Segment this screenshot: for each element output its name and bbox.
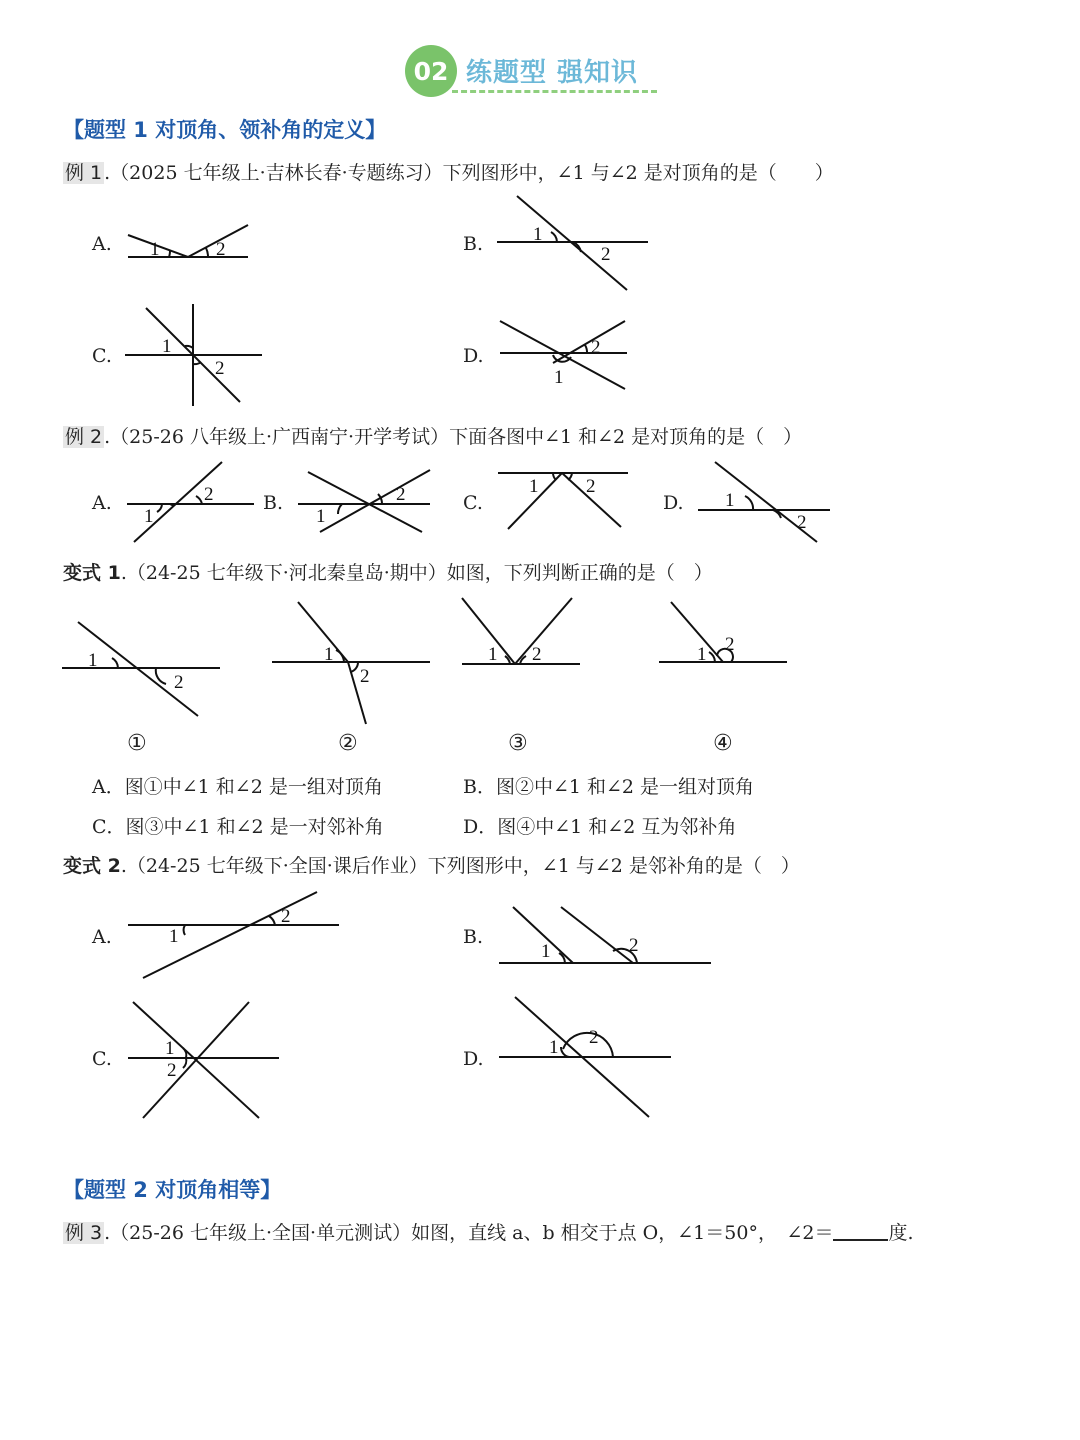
q2-figure-a-diagram <box>122 458 262 548</box>
q2-option-c: C. <box>463 492 483 514</box>
v1-choice-a: A．图①中∠1 和∠2 是一组对顶角 <box>92 776 383 798</box>
q2-figure-c <box>495 465 635 539</box>
v1-figure-2-label: ② <box>338 731 358 756</box>
svg-text:2: 2 <box>589 1027 599 1048</box>
svg-text:2: 2 <box>797 512 807 533</box>
v1-figure-1-diagram <box>60 616 225 721</box>
svg-text:2: 2 <box>601 244 611 265</box>
svg-text:2: 2 <box>167 1060 177 1081</box>
type2-heading: 【题型 2 对顶角相等】 <box>63 1178 282 1202</box>
q1-figure-a-diagram <box>120 215 260 265</box>
q2-figure-b <box>290 462 435 541</box>
q2-figure-a <box>122 458 262 552</box>
v1-figure-2-diagram <box>270 598 435 728</box>
svg-text:2: 2 <box>725 634 735 655</box>
section-number-badge: 02 <box>405 45 457 97</box>
title-underline <box>452 90 657 93</box>
svg-text:2: 2 <box>360 666 370 687</box>
svg-text:1: 1 <box>165 1038 175 1059</box>
v2-figure-d <box>497 993 677 1127</box>
q1-option-d: D. <box>463 345 484 367</box>
q2-figure-d <box>695 458 835 552</box>
v2-label: 变式 2 <box>63 855 121 877</box>
q2-figure-b-diagram <box>290 462 435 537</box>
q2-option-a: A. <box>92 492 112 514</box>
v2-figure-b-diagram <box>497 903 717 968</box>
v2-figure-a <box>125 888 345 987</box>
svg-text:2: 2 <box>174 672 184 693</box>
v1-figure-2 <box>270 598 435 732</box>
q2-text: .（25-26 八年级上·广西南宁·开学考试）下面各图中∠1 和∠2 是对顶角的是（ ） <box>104 426 803 448</box>
q1-label: 例 1 <box>65 162 103 184</box>
q1-figure-d <box>495 315 635 399</box>
q3-label: 例 3 <box>65 1222 103 1244</box>
v2-option-c: C. <box>92 1048 112 1070</box>
v1-figure-3-label: ③ <box>508 731 528 756</box>
svg-text:1: 1 <box>541 941 551 962</box>
v2-figure-d-diagram <box>497 993 677 1123</box>
svg-text:1: 1 <box>150 239 160 260</box>
svg-text:1: 1 <box>529 476 539 497</box>
svg-text:2: 2 <box>204 484 214 505</box>
svg-text:2: 2 <box>591 337 601 358</box>
v2-option-b: B. <box>463 926 484 948</box>
svg-text:2: 2 <box>396 484 406 505</box>
q1-figure-a <box>120 215 260 269</box>
q1-figure-c <box>120 300 270 414</box>
svg-text:2: 2 <box>586 476 596 497</box>
v2-figure-a-diagram <box>125 888 345 983</box>
section-title: 练题型 强知识 <box>466 58 639 88</box>
q1-option-b: B. <box>463 233 484 255</box>
svg-text:1: 1 <box>488 644 498 665</box>
v2-figure-b <box>497 903 717 972</box>
svg-text:1: 1 <box>169 926 179 947</box>
svg-text:1: 1 <box>533 224 543 245</box>
v1-choice-d: D．图④中∠1 和∠2 互为邻补角 <box>463 816 737 838</box>
q2-figure-c-diagram <box>495 465 635 535</box>
q3-answer-blank <box>833 1221 888 1241</box>
q3-stem <box>63 1218 914 1245</box>
type1-heading: 【题型 1 对顶角、领补角的定义】 <box>63 118 387 142</box>
q1-option-a: A. <box>92 233 112 255</box>
svg-text:2: 2 <box>629 935 639 956</box>
v1-figure-3 <box>460 596 585 672</box>
svg-text:1: 1 <box>697 644 707 665</box>
v2-figure-c <box>125 998 285 1127</box>
q1-figure-b <box>495 190 655 299</box>
v2-option-a: A. <box>92 926 112 948</box>
v1-choice-c: C．图③中∠1 和∠2 是一对邻补角 <box>92 816 384 838</box>
v2-stem <box>63 851 800 878</box>
v1-choice-b: B．图②中∠1 和∠2 是一组对顶角 <box>463 776 755 798</box>
q3-text-after: 度. <box>888 1222 914 1244</box>
svg-text:2: 2 <box>215 358 225 379</box>
svg-text:1: 1 <box>144 506 154 527</box>
v2-text: .（24-25 七年级下·全国·课后作业）下列图形中，∠1 与∠2 是邻补角的是（ ） <box>120 855 800 877</box>
v1-figure-4-diagram <box>657 598 792 668</box>
svg-text:1: 1 <box>88 650 98 671</box>
q3-text: .（25-26 七年级上·全国·单元测试）如图，直线 a、b 相交于点 O，∠1＝50°， ∠2＝ <box>104 1222 834 1244</box>
svg-text:1: 1 <box>549 1037 559 1058</box>
v2-option-d: D. <box>463 1048 484 1070</box>
v1-stem <box>63 558 713 585</box>
q1-figure-c-diagram <box>120 300 270 410</box>
v2-figure-c-diagram <box>125 998 285 1123</box>
q2-stem <box>63 422 802 449</box>
svg-text:1: 1 <box>554 367 564 388</box>
q1-figure-d-diagram <box>495 315 635 395</box>
svg-text:1: 1 <box>162 336 172 357</box>
q2-option-b: B. <box>263 492 284 514</box>
q2-label: 例 2 <box>65 426 103 448</box>
q2-option-d: D. <box>663 492 684 514</box>
v1-label: 变式 1 <box>63 562 121 584</box>
svg-text:2: 2 <box>281 906 291 927</box>
q1-text: .（2025 七年级上·吉林长春·专题练习）下列图形中，∠1 与∠2 是对顶角的是（ ） <box>104 162 834 184</box>
svg-text:1: 1 <box>725 490 735 511</box>
svg-text:2: 2 <box>532 644 542 665</box>
v1-figure-4 <box>657 598 792 672</box>
svg-text:1: 1 <box>324 644 334 665</box>
v1-figure-1-label: ① <box>127 731 147 756</box>
q1-stem <box>63 158 834 185</box>
q1-option-c: C. <box>92 345 112 367</box>
svg-text:2: 2 <box>216 239 226 260</box>
v1-figure-3-diagram <box>460 596 585 668</box>
v1-text: .（24-25 七年级下·河北秦皇岛·期中）如图，下列判断正确的是（ ） <box>120 562 713 584</box>
svg-text:1: 1 <box>316 506 326 527</box>
q2-figure-d-diagram <box>695 458 835 548</box>
v1-figure-1 <box>60 616 225 725</box>
q1-figure-b-diagram <box>495 190 655 295</box>
v1-figure-4-label: ④ <box>713 731 733 756</box>
